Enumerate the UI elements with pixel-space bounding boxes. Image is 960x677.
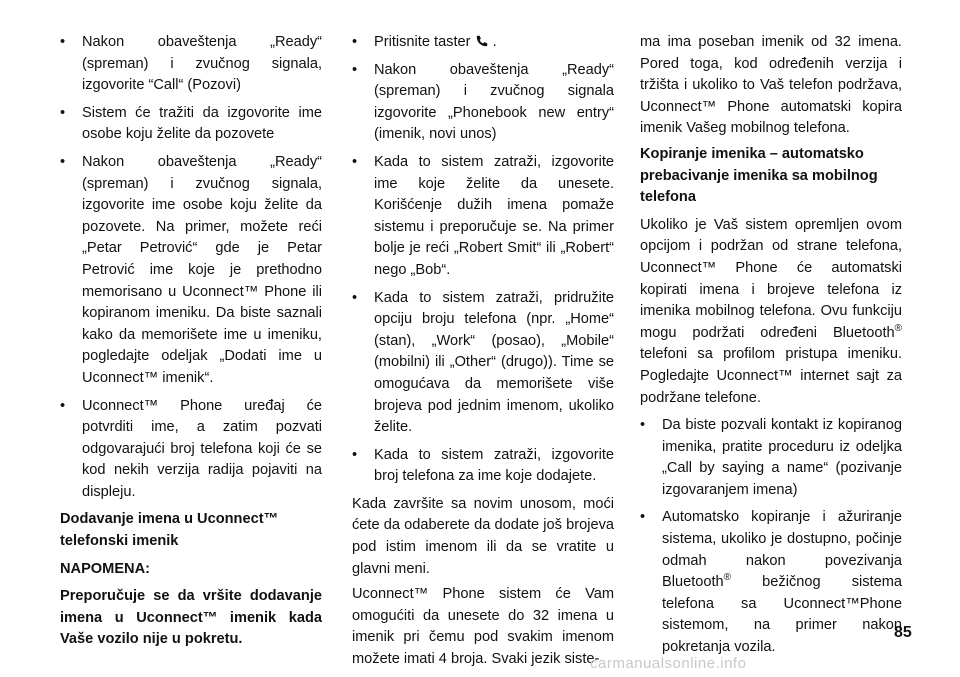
text-run: Automatsko kopiranje i ažuriranje sistema, ukoliko je dostupno, počinje odmah nakon povezivanja Bluetooth xyxy=(662,509,902,591)
bullet-list-copy xyxy=(640,415,902,659)
section-heading-add-names: Dodavanje imena u Uconnect™ telefonski imenik xyxy=(60,511,279,550)
phone-icon xyxy=(475,34,489,48)
press-text: Pritisnite taster xyxy=(374,34,471,50)
paragraph: ma ima poseban imenik od 32 imena. Pored toga, kod određenih verzija i tržišta i ukoliko to Vaš telefon podržava, Uconnect™ Phone automatski kopira imenik Vašeg mobilnog telefona. xyxy=(640,34,902,137)
registered-mark: ® xyxy=(723,572,732,584)
paragraph: Uconnect™ Phone sistem će Vam omogućiti da unesete do 32 imena u imenik pri čemu pod svakim imenom možete imati 4 broja. Svaki jezik siste- xyxy=(352,586,614,668)
list-item: • Uconnect™ Phone uređaj će potvrditi ime, a zatim pozvati odgovarajući broj telefona koji će se kod nekih verzija radija pojaviti na displeju. xyxy=(60,396,322,504)
column-2 xyxy=(352,32,614,675)
list-item: • Kada to sistem zatraži, pridružite opciju broju telefona (npr. „Home“ (stan), „Work“ (posao), „Mobile“ (mobilni) ili „Other“ (drugo)). Time se omogućava da memorišete više brojeva pod jednim imenom, ukoliko želite. xyxy=(352,288,614,439)
paragraph xyxy=(640,215,902,409)
registered-mark: ® xyxy=(894,322,902,334)
watermark: carmanualsonline.info xyxy=(590,655,747,672)
note-label: NAPOMENA: xyxy=(60,560,150,577)
column-1 xyxy=(60,32,322,657)
paragraph: Kada završite sa novim unosom, moći ćete da odaberete da dodate još brojeva pod istim imenom ili da se vratite u glavni meni. xyxy=(352,495,614,577)
page-number: 85 xyxy=(894,624,912,641)
list-item xyxy=(640,507,902,658)
bullet-list-call xyxy=(60,32,322,503)
text-run: telefoni sa profilom pristupa imeniku. Pogledajte Uconnect™ internet sajt za podržane telefone. xyxy=(640,346,902,406)
column-3 xyxy=(640,32,902,665)
list-item: • Kada to sistem zatraži, izgovorite broj telefona za ime koje dodajete. xyxy=(352,445,614,488)
note-text: Preporučuje se da vršite dodavanje imena u Uconnect™ imenik kada Vaše vozilo nije u pokretu. xyxy=(60,588,322,648)
text-run: bežičnog sistema telefona sa Uconnect™Phone sistemom, na primer nakon pokretanja vozila. xyxy=(662,574,902,656)
bullet-list-add-entry xyxy=(352,32,614,488)
list-item: • Kada to sistem zatraži, izgovorite ime koje želite da unesete. Korišćenje dužih imena pomaže sistemu i preporučuje se. Na primer bolje je reći „Robert Smit“ ili „Robert“ nego „Bob“. xyxy=(352,152,614,282)
list-item: • Sistem će tražiti da izgovorite ime osobe koju želite da pozovete xyxy=(60,103,322,146)
list-item-press-button xyxy=(352,32,614,54)
list-item: • Nakon obaveštenja „Ready“ (spreman) i zvučnog signala, izgovorite “Call“ (Pozovi) xyxy=(60,32,322,97)
press-text-end: . xyxy=(492,34,497,50)
list-item: • Nakon obaveštenja „Ready“ (spreman) i zvučnog signala izgovorite „Phonebook new entry“ (imenik, novi unos) xyxy=(352,60,614,146)
list-item: • Nakon obaveštenja „Ready“ (spreman) i zvučnog signala, izgovorite ime osobe koju želite da pozovete. Na primer, možete reći „Petar Petrović“ gde je Petar Petrović ime koje je prethodno memorisano u Uconnect™ Phone ili kopiranom imeniku. Da biste saznali kako da memorišete ime u imeniku, pogledajte odeljak „Dodati ime u Uconnect™ imenik“. xyxy=(60,152,322,390)
list-item: • Da biste pozvali kontakt iz kopiranog imenika, pratite proceduru iz odeljka „Call by saying a name“ (pozivanje izgovaranjem imena) xyxy=(640,415,902,501)
section-heading-copy-phonebook: Kopiranje imenika – automatsko prebacivanje imenika sa mobilnog telefona xyxy=(640,145,878,206)
text-run: Ukoliko je Vaš sistem opremljen ovom opcijom i podržan od strane telefona, Uconnect™ Phone će automatski kopirati imena i brojeve telefona iz imenika mobilnog telefona. Ovu funkciju mogu podržati određeni Bluetooth xyxy=(640,216,902,341)
